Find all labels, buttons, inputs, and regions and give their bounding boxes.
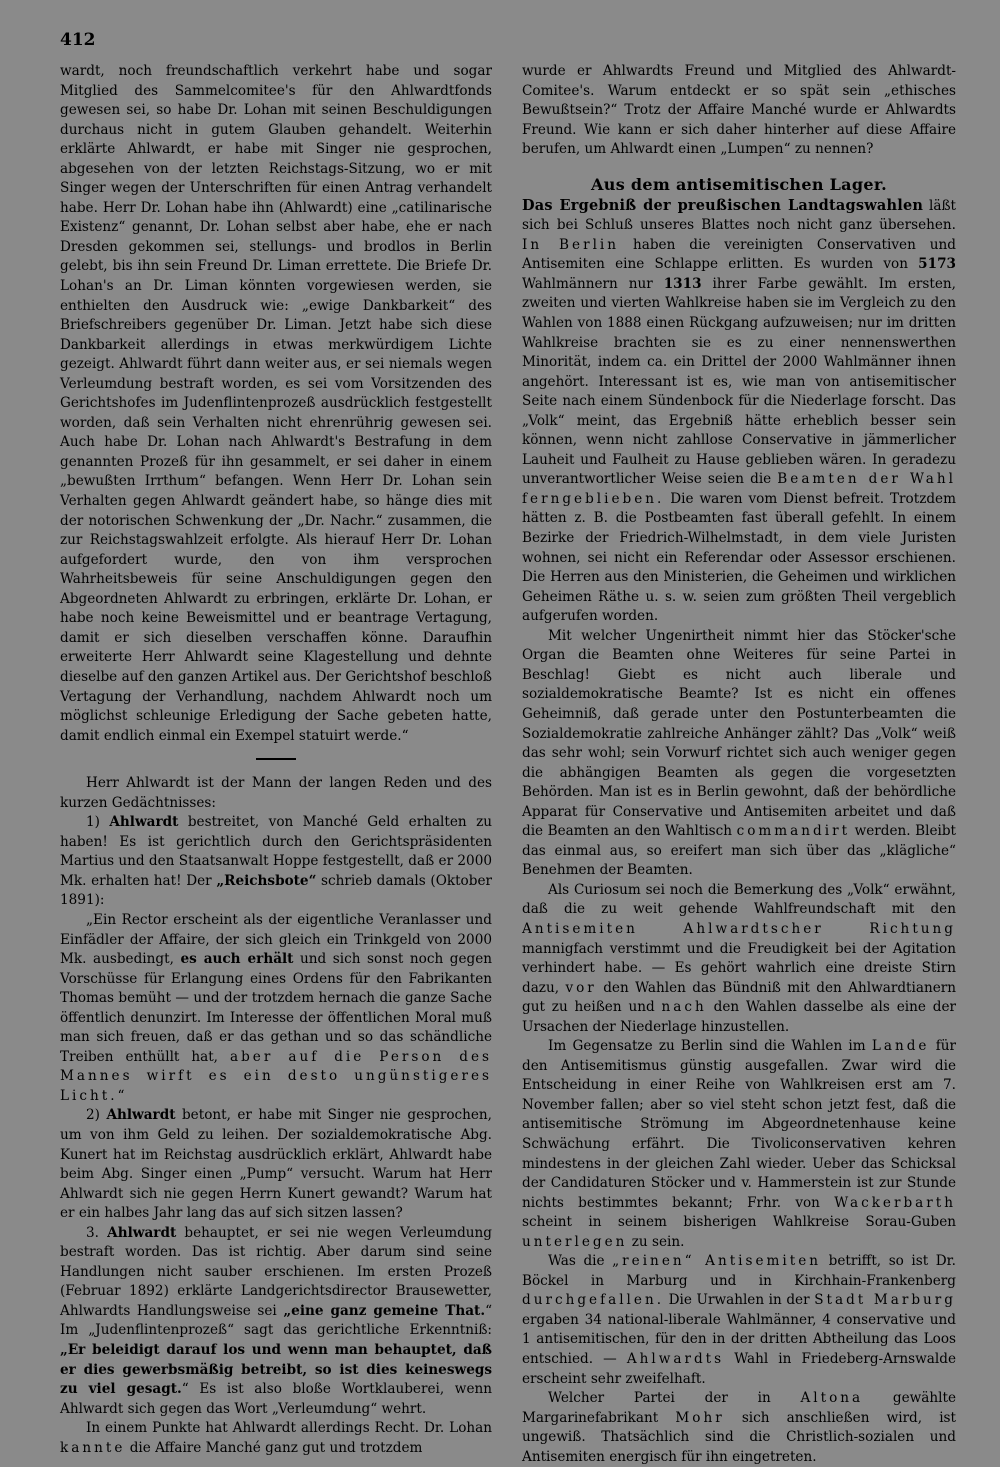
text-run: betrifft, so ist Dr. Böckel in Marburg und in Kirchhain-Frankenberg (522, 1253, 956, 1289)
paragraph (60, 1419, 492, 1458)
list-number: 2) (86, 1107, 100, 1124)
text-run: haben die vereinigten Conservativen und Antisemiten eine Schlappe erlitten. Es wurden von (522, 236, 956, 273)
spaced-emphasis: Ahlwardts (626, 1351, 725, 1367)
right-column (522, 62, 956, 1467)
text-run: sich anschließen wird, ist ungewiß. Thatsächlich sind die Christlich-sozialen und Antisemiten energisch für ihn eingetreten. (522, 1409, 956, 1465)
text-run: “ Im „Judenflintenprozeß“ sagt das gerichtliche Erkenntniß: (60, 1302, 493, 1339)
text-run: läßt sich bei Schluß unseres Blattes noch nicht ganz übersehen. (522, 197, 956, 234)
emphasis: es auch erhält (180, 951, 294, 968)
text-run: Als Curiosum sei noch die Bemerkung des „Volk“ erwähnt, daß die zu weit gehende Wahlfreundschaft mit den (522, 881, 956, 918)
spaced-emphasis: Stadt Marburg (814, 1292, 957, 1309)
spaced-emphasis: durchgefallen. (522, 1292, 665, 1309)
paragraph (60, 1224, 492, 1419)
text-run: Welcher Partei der in (548, 1390, 771, 1407)
paragraph: wardt, noch freundschaftlich verkehrt habe und sogar Mitglied des Sammelcomitee's für den Ahlwardtfonds gewesen sei, so habe Dr. Lohan mit seinen Beschuldigungen durchaus nicht in gutem Glauben gehandelt. Weiterhin erklärte Ahlwardt, er habe mit Singer nie gesprochen, abgesehen von der letzten Reichstags-Sitzung, wo er mit Singer wegen der Unterschriften für einen Antrag verhandelt habe. Herr Dr. Lohan habe ihn (Ahlwardt) eine „catilinarische Existenz“ genannt, Dr. Lohan selbst aber habe, ehe er nach Dresden gekommen sei, stellungs- und brodlos in Berlin gelebt, bis ihn sein Freund Dr. Liman errettete. Die Briefe Dr. Lohan's an Dr. Liman könnten vorgewiesen werden, sie enthielten den Ausdruck wie: „ewige Dankbarkeit“ des Briefschreibers gegenüber Dr. Liman. Jetzt habe sich diese Dankbarkeit allerdings in etwas merkwürdigem Lichte gezeigt. Ahlwardt führt dann weiter aus, er sei niemals wegen Verleumdung bestraft worden, es sei vom Vorsitzenden des Gerichtshofes im Judenflintenprozeß ausdrücklich festgestellt worden, daß sein Verhalten nicht ehrenrührig gewesen sei. Auch habe Dr. Lohan nach Ahlwardt's Bestrafung in dem genannten Prozeß für ihn gesammelt, er sei daher in einem „bewußten Irrthum“ befangen. Wenn Herr Dr. Lohan sein Verhalten gegen Ahlwardt geändert habe, so hänge dies mit der notorischen Schwenkung der „Dr. Nachr.“ zusammen, die zur Reichstagswahlzeit erfolgte. Als hierauf Herr Dr. Lohan aufgefordert wurde, den von ihm versprochen Wahrheitsbeweis für seine Anschuldigungen gegen den Abgeordneten Ahlwardt zu erbringen, erklärte Dr. Lohan, er habe noch keine Beweismittel und er beantrage Vertagung, damit er sich dieselben verschaffen könne. Daraufhin erweiterte Herr Ahlwardt seine Klagestellung und dehnte dieselbe auf den ganzen Artikel aus. Der Gerichtshof beschloß Vertagung der Verhandlung, nachdem Ahlwardt noch um möglichst schleunige Erledigung der Sache gebeten hatte, damit endlich einmal ein Exempel statuirt werde.“ (60, 63, 492, 744)
name-bold: Ahlwardt (106, 1107, 176, 1124)
text-run: ergaben 34 national-liberale Wahlmänner, 4 conservative und 1 antisemitischen, für den in der dritten Abtheilung das Loos entschied. — (522, 1311, 956, 1367)
text-run: mannigfach verstimmt und die Freudigkeit bei der Agitation verhindert habe. — Es gehört wahrlich eine dreiste Stirn dazu, (522, 940, 956, 996)
left-column (60, 62, 492, 1458)
spaced-emphasis: Mohr (675, 1409, 725, 1426)
spaced-emphasis: Antisemiten Ahlwardtscher Richtung (522, 920, 956, 937)
text-run: scheint in seinem bisherigen Wahlkreise Sorau-Guben (522, 1214, 956, 1231)
spaced-emphasis: „reinen“ Antisemiten (612, 1253, 822, 1270)
text-run: schrieb damals (Oktober 1891): (60, 872, 492, 909)
paragraph (522, 627, 956, 881)
text-run: ihrer Farbe gewählt. Im ersten, zweiten und vierten Wahlkreise haben sie im Vergleich zu den Wahlen von 1888 einen Rückgang aufzuweisen; nur im dritten Wahlkreise brachten sie es zu einer nennenswerthen Minorität, indem ca. ein Drittel der 2000 Wahlmänner ihnen angehört. Interessant ist es, wie man von antisemitischer Seite nach einem Sündenbock für die Niederlage forscht. Das „Volk“ meint, das Ergebniß hätte erheblich besser sein können, wenn nicht zahllose Conservative in jämmerlicher Lauheit und Faulheit zu Hause geblieben wären. In geradezu unverantwortlicher Weise seien die (522, 275, 956, 488)
text-run: betont, er habe mit Singer nie gesprochen, um von ihm Geld zu leihen. Der sozialdemokratische Abg. Kunert hat im Reichstag ausdrücklich erklärt, Ahlwardt habe beim Abg. Singer einen „Pump“ versucht. Warum hat Herr Ahlwardt sich nie gegen Herrn Kunert gewandt? Warum hat er ein halbes Jahr lang das auf sich sitzen lassen? (60, 1107, 492, 1222)
paragraph (522, 1252, 956, 1389)
paragraph: Herr Ahlwardt ist der Mann der langen Reden und des kurzen Gedächtnisses: (60, 775, 492, 811)
text-run: Die waren vom Dienst befreit. Trotzdem hätten z. B. die Postbeamten fast überall gefehlt. In einem Bezirke der Friedrich-Wilhelmstadt, in dem viele Juristen wohnen, sei nicht ein Referendar oder Assessor erschienen. Die Herren aus den Ministerien, die Geheimen und wirklichen Geheimen Räthe u. s. w. seien zum größten Theil vergeblich aufgerufen worden. (522, 490, 956, 625)
text-run: werden. Bleibt das einmal aus, so ereifert man sich über das „klägliche“ Benehmen der Beamten. (522, 823, 957, 879)
spaced-emphasis: Lande (871, 1038, 930, 1055)
spaced-emphasis: Beamten der Wahl ferngeblieben. (522, 471, 956, 507)
text-run: Wahl in Friedeberg-Arnswalde erscheint sehr zweifelhaft. (522, 1351, 956, 1387)
divider (256, 758, 296, 760)
sub-heading: Das Ergebniß der preußischen Landtagswahlen (522, 196, 924, 214)
text-run: Was die (548, 1253, 605, 1270)
spaced-emphasis: kannte (60, 1439, 126, 1456)
spaced-emphasis: Wackerbarth (834, 1194, 956, 1211)
text-run: In einem Punkte hat Ahlwardt allerdings Recht. Dr. Lohan (86, 1420, 492, 1437)
page-number: 412 (60, 30, 96, 50)
name-bold: Ahlwardt (107, 1224, 177, 1241)
number-bold: 1313 (663, 275, 702, 292)
paragraph (522, 196, 956, 627)
text-run: gewählte Margarinefabrikant (522, 1390, 956, 1426)
text-run: “ Es ist also bloße Wortklauberei, wenn Ahlwardt sich gegen das Wort „Verleumdung“ wehrt. (60, 1381, 492, 1417)
paragraph (60, 1106, 492, 1223)
text-run: den Wahlen das Bündniß mit den Ahlwardtianern gut zu heißen und (522, 979, 956, 1016)
name-bold: Ahlwardt (109, 814, 179, 831)
spaced-emphasis: nach (661, 999, 707, 1016)
list-number: 1) (86, 814, 100, 831)
paragraph (522, 1037, 956, 1252)
number-bold: 5173 (918, 256, 956, 273)
text-run: behauptet, er sei nie wegen Verleumdung bestraft worden. Das ist richtig. Aber darum sind seine Handlungen nicht sauber erschienen. Im ersten Prozeß (Februar 1892) erklärte Landgerichtsdirector Brausewetter, Ahlwardts Handlungsweise sei (60, 1224, 492, 1319)
paragraph (522, 881, 956, 1037)
list-number: 3. (86, 1224, 99, 1241)
spaced-emphasis: In Berlin (522, 236, 620, 253)
text-run: den Wahlen dasselbe als eine der Ursachen der Niederlage hinzustellen. (522, 999, 957, 1035)
emphasis: „eine ganz gemeine That. (283, 1302, 486, 1319)
text-run: Mit welcher Ungenirtheit nimmt hier das Stöcker'sche Organ die Beamten ohne Weiteres für seine Partei in Beschlag! Giebt es nicht auch liberale und sozialdemokratische Beamte? Ist es nicht ein offenes Geheimniß, daß gerade unter den Postunterbeamten die Sozialdemokratie zahlreiche Anhänger zählt? Das „Volk“ weiß das sehr wohl; sein Vorwurf richtet sich auch weniger gegen die abhängigen Beamten als gegen die vorgesetzten Behörden. Man ist es in Berlin gewohnt, daß der behördliche Apparat für Conservative und Antisemiten arbeitet und daß die Beamten an den Wahltisch (522, 627, 956, 840)
emphasis: „Er beleidigt darauf los und wenn man behauptet, daß er dies gewerbsmäßig betreibt, so ist dies keineswegs zu viel gesagt. (60, 1342, 492, 1398)
paragraph (522, 1389, 956, 1467)
newspaper-name: „Reichsbote“ (216, 872, 317, 889)
spaced-emphasis: aber auf die Person des Mannes wirft es ein desto ungünstigeres Licht. (60, 1048, 492, 1104)
text-run: zu sein. (631, 1233, 685, 1250)
text-run: “ (117, 1087, 125, 1104)
paragraph: wurde er Ahlwardts Freund und Mitglied des Ahlwardt-Comitee's. Warum entdeckt er so spät sein „ethisches Bewußtsein?“ Trotz der Affaire Manché wurde er Ahlwardts Freund. Wie kann er sich daher hinterher auf diese Affaire berufen, um Ahlwardt einen „Lumpen“ zu nennen? (522, 63, 956, 158)
text-run: für den Antisemitismus günstig ausgefallen. Zwar wird die Entscheidung in einer Reihe von Wahlkreisen erst am 7. November fallen; aber so viel steht schon jetzt fest, daß die antisemitische Strömung im Abgeordnetenhause keine Schwächung erfährt. Die Tivoliconservativen kehren mindestens in der gleichen Zahl wieder. Ueber das Schicksal der Candidaturen Stöcker und v. Hammerstein ist zur Stunde nichts bestimmtes bekannt; Frhr. von (522, 1038, 956, 1211)
paragraph (60, 813, 492, 911)
spaced-emphasis: commandirt (736, 823, 851, 840)
spaced-emphasis: unterlegen (522, 1233, 628, 1250)
text-run: bestreitet, von Manché Geld erhalten zu haben! Es ist gerichtlich durch den Gerichtspräsidenten Martius und den Staatsanwalt Hoppe festgestellt, daß er 2000 Mk. erhalten hat! Der (60, 814, 492, 889)
spaced-emphasis: Altona (800, 1390, 864, 1407)
text-run: die Affaire Manché ganz gut und trotzdem (129, 1439, 423, 1456)
section-heading: Aus dem antisemitischen Lager. (591, 174, 887, 194)
text-run: Die Urwahlen in der (668, 1292, 810, 1309)
text-run: Im Gegensatze zu Berlin sind die Wahlen im (548, 1038, 866, 1055)
text-run: Wahlmännern nur (522, 275, 653, 292)
text-run: „Ein Rector erscheint als der eigentliche Veranlasser und Einfädler der Affaire, der sich gleich ein Trinkgeld von 2000 Mk. ausbedingt, (60, 911, 492, 968)
quotation (60, 911, 492, 1106)
text-run: und sich sonst noch gegen Vorschüsse für Erlangung eines Ordens für den Fabrikanten Thomas bemüht — und der trotzdem hernach die ganze Sache öffentlich denunzirt. Im Interesse der öffentlichen Moral muß man sich freuen, daß er das gethan und so das schändliche Treiben enthüllt hat, (60, 951, 492, 1065)
spaced-emphasis: vor (565, 979, 597, 996)
